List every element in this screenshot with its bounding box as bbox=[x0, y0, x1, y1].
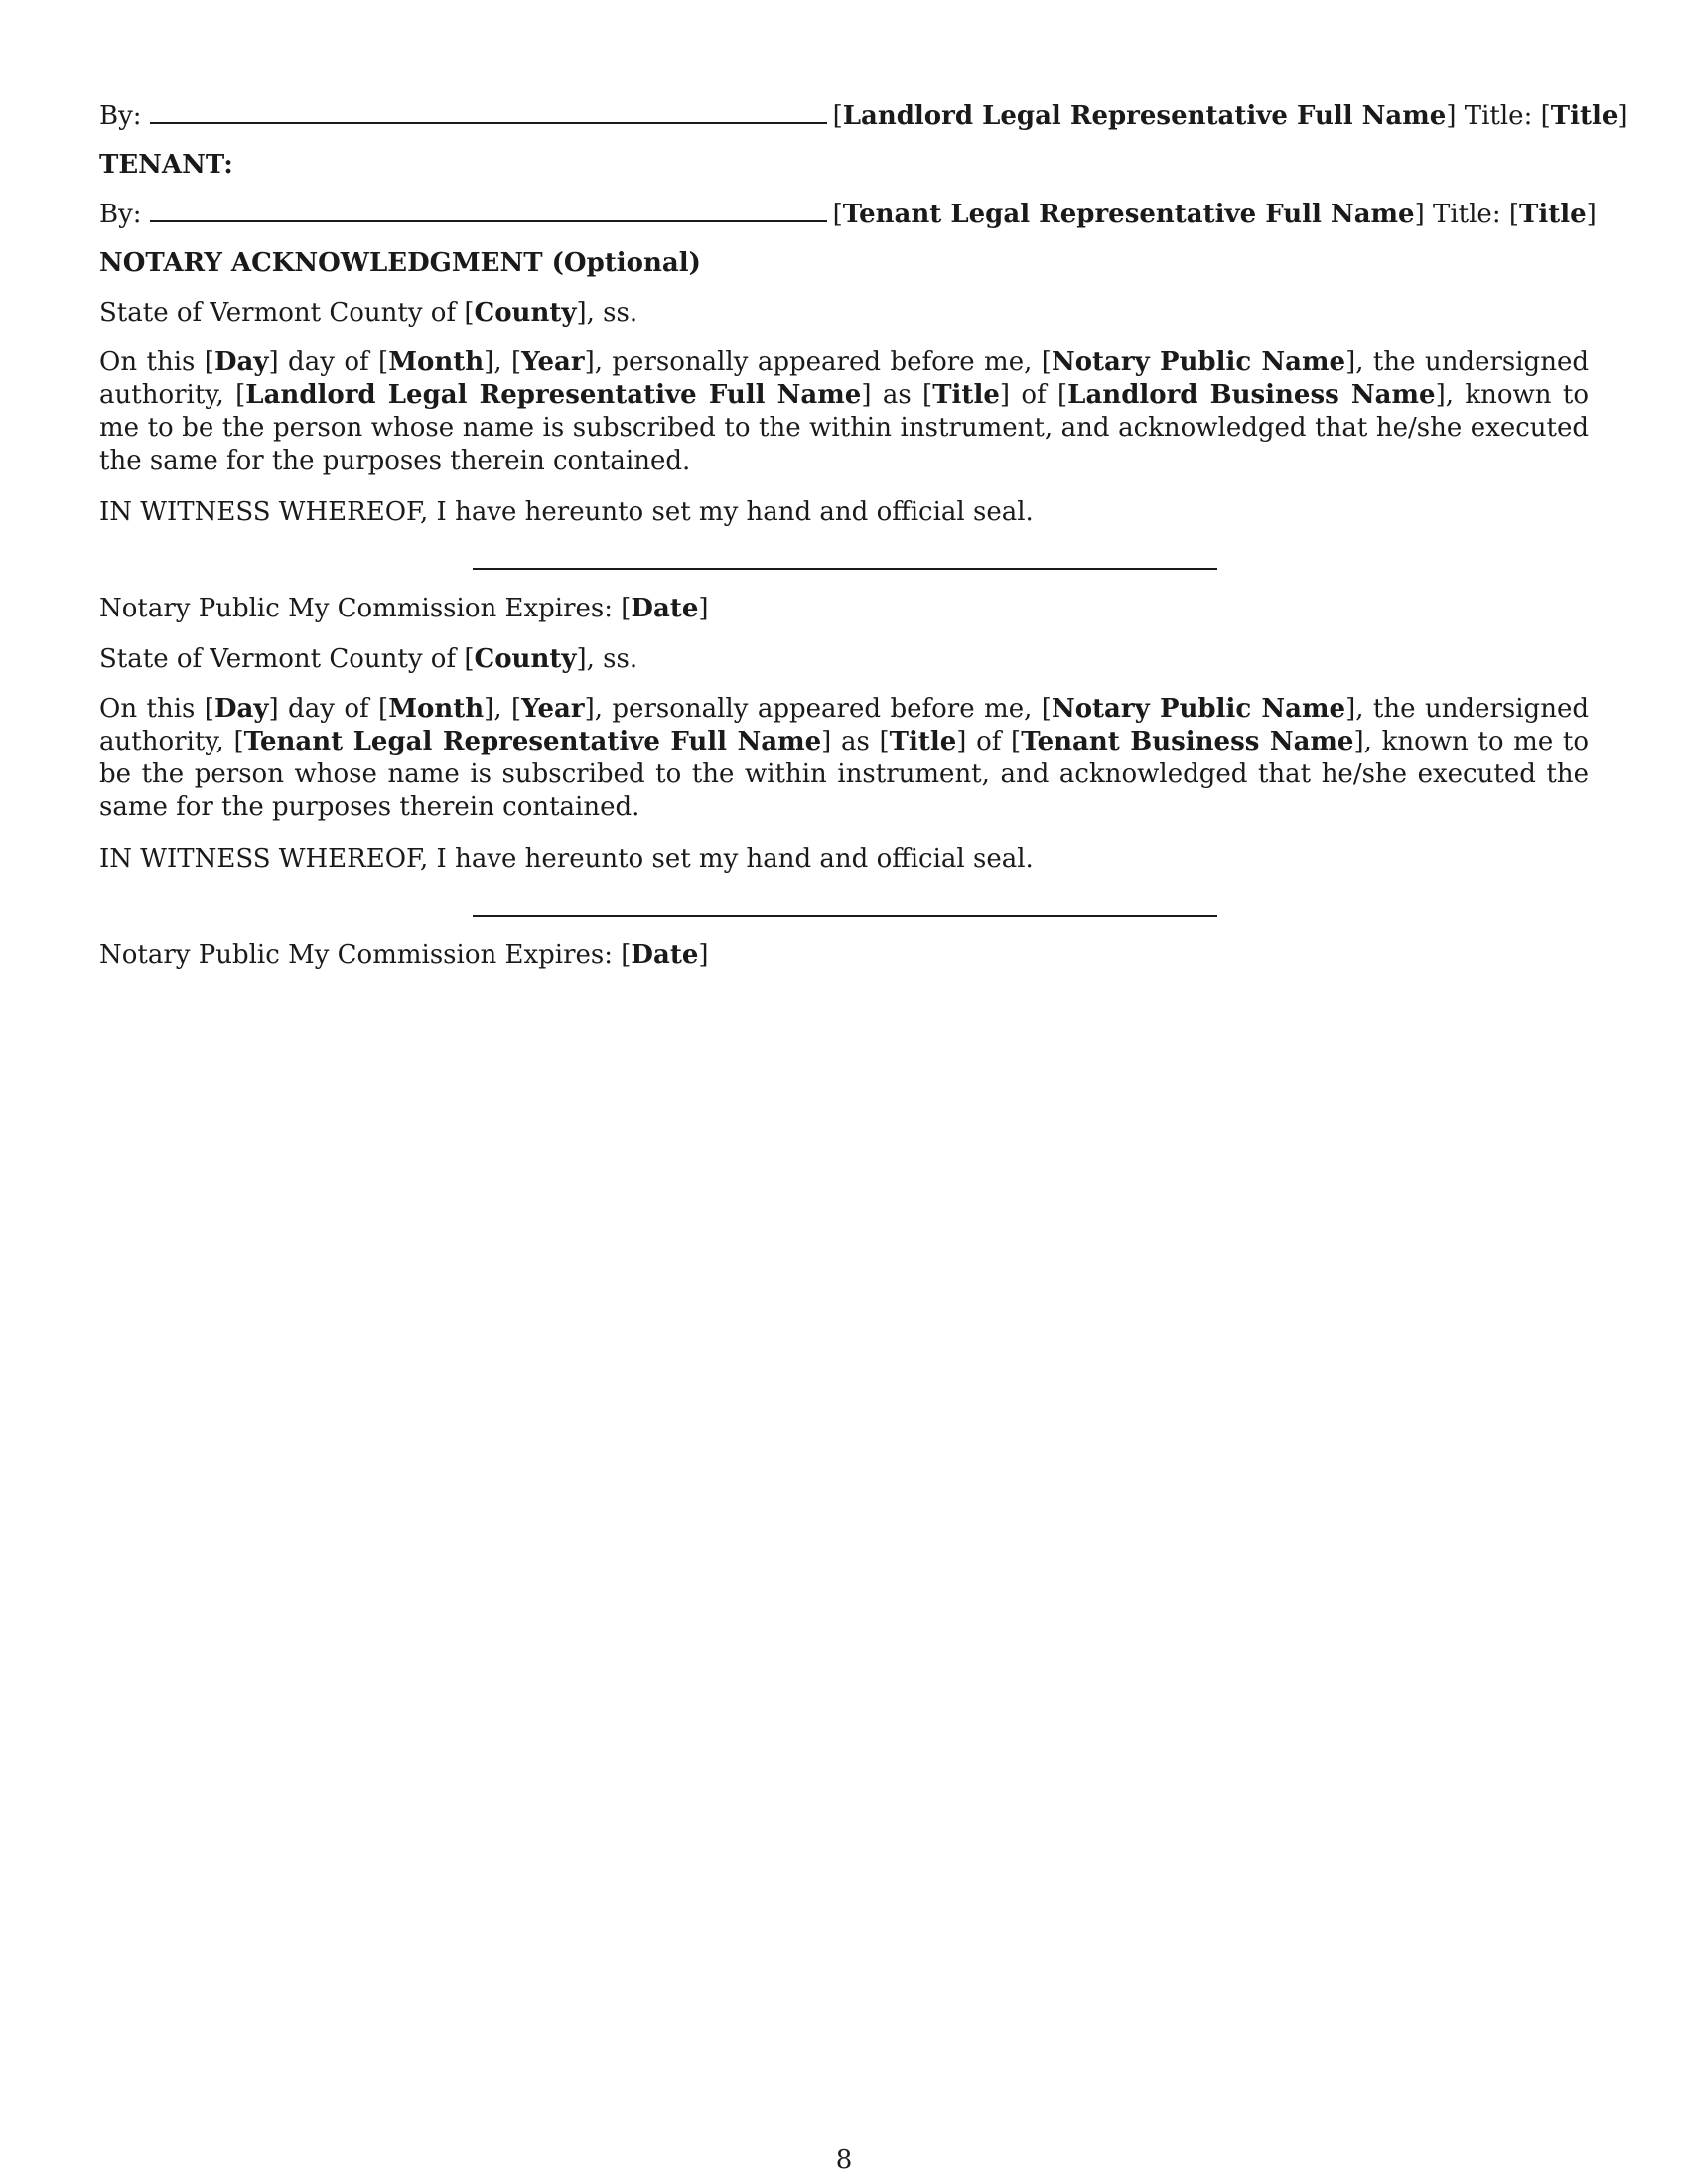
text: ] as [ bbox=[821, 727, 890, 756]
by-label: By: bbox=[99, 200, 142, 229]
text: ], personally appeared before me, [ bbox=[584, 347, 1052, 377]
tenant-heading: TENANT: bbox=[99, 150, 233, 180]
landlord-title-value: Title bbox=[1550, 101, 1618, 131]
bracket: [ bbox=[832, 200, 843, 229]
acknowledgment-paragraph bbox=[99, 693, 1589, 824]
state-county-line bbox=[99, 643, 637, 676]
text: ] of [ bbox=[999, 380, 1068, 410]
text: ], personally appeared before me, [ bbox=[584, 694, 1052, 724]
tenant-business-placeholder: Tenant Business Name bbox=[1021, 727, 1354, 756]
date-placeholder: Date bbox=[631, 940, 699, 970]
bracket: ] bbox=[698, 594, 709, 623]
notary-name-placeholder: Notary Public Name bbox=[1051, 347, 1346, 377]
witness-statement: IN WITNESS WHEREOF, I have hereunto set my hand and official seal. bbox=[99, 844, 1034, 874]
bracket: ] bbox=[1414, 200, 1425, 229]
commission-expires-label: Notary Public My Commission Expires: [ bbox=[99, 594, 632, 623]
day-placeholder: Day bbox=[213, 347, 269, 377]
landlord-business-placeholder: Landlord Business Name bbox=[1067, 380, 1436, 410]
text: ], known to me to be the person whose name is subscribed to the within instrument, and acknowledged that he/she executed the same for the purposes therein contained. bbox=[99, 727, 1589, 822]
county-placeholder: County bbox=[474, 644, 577, 674]
bracket: ] bbox=[1446, 101, 1457, 131]
tenant-signature-blank bbox=[150, 199, 827, 222]
month-placeholder: Month bbox=[388, 694, 485, 724]
tenant-representative-placeholder: Tenant Legal Representative Full Name bbox=[243, 727, 822, 756]
landlord-representative-name: Landlord Legal Representative Full Name bbox=[842, 101, 1447, 131]
landlord-signature-blank bbox=[150, 100, 827, 124]
text: ], [ bbox=[484, 694, 522, 724]
commission-expires-line bbox=[99, 593, 709, 625]
notary-heading: NOTARY ACKNOWLEDGMENT (Optional) bbox=[99, 248, 701, 278]
bracket: ] bbox=[1586, 200, 1597, 229]
tenant-signature-line bbox=[99, 199, 1597, 231]
state-county-prefix: State of Vermont County of [ bbox=[99, 644, 475, 674]
text: On this [ bbox=[99, 694, 214, 724]
state-county-suffix: ], ss. bbox=[576, 644, 638, 674]
date-placeholder: Date bbox=[631, 594, 699, 623]
text: ], known to me to be the person whose name is subscribed to the within instrument, and acknowledged that he/she executed the same for the purposes therein contained. bbox=[99, 380, 1589, 476]
state-county-suffix: ], ss. bbox=[576, 298, 638, 328]
bracket: ] bbox=[698, 940, 709, 970]
text: ], the undersigned authority, [ bbox=[99, 694, 1589, 756]
page-number: 8 bbox=[835, 2145, 853, 2175]
tenant-representative-name: Tenant Legal Representative Full Name bbox=[842, 200, 1415, 229]
bracket: ] bbox=[1618, 101, 1628, 131]
landlord-representative-placeholder: Landlord Legal Representative Full Name bbox=[245, 380, 862, 410]
state-county-line bbox=[99, 297, 637, 330]
title-label: Title: bbox=[1433, 200, 1501, 229]
bracket: [ bbox=[1508, 200, 1520, 229]
notary-signature-line bbox=[473, 568, 1217, 570]
tenant-title-value: Title bbox=[1519, 200, 1587, 229]
title-placeholder: Title bbox=[889, 727, 957, 756]
county-placeholder: County bbox=[474, 298, 577, 328]
year-placeholder: Year bbox=[521, 347, 585, 377]
text: ] of [ bbox=[956, 727, 1022, 756]
text: ] as [ bbox=[861, 380, 933, 410]
witness-statement: IN WITNESS WHEREOF, I have hereunto set my hand and official seal. bbox=[99, 497, 1034, 527]
document-page bbox=[99, 0, 1628, 2184]
text: ], the undersigned authority, [ bbox=[99, 347, 1589, 410]
text: ] day of [ bbox=[268, 694, 389, 724]
notary-name-placeholder: Notary Public Name bbox=[1051, 694, 1346, 724]
notary-signature-line bbox=[473, 915, 1217, 917]
acknowledgment-paragraph bbox=[99, 346, 1589, 478]
commission-expires-label: Notary Public My Commission Expires: [ bbox=[99, 940, 632, 970]
landlord-signature-line bbox=[99, 100, 1628, 133]
title-label: Title: bbox=[1464, 101, 1533, 131]
text: ] day of [ bbox=[268, 347, 389, 377]
text: On this [ bbox=[99, 347, 214, 377]
bracket: [ bbox=[832, 101, 843, 131]
state-county-prefix: State of Vermont County of [ bbox=[99, 298, 475, 328]
month-placeholder: Month bbox=[388, 347, 485, 377]
by-label: By: bbox=[99, 101, 142, 131]
bracket: [ bbox=[1540, 101, 1551, 131]
title-placeholder: Title bbox=[932, 380, 1000, 410]
day-placeholder: Day bbox=[213, 694, 269, 724]
text: ], [ bbox=[484, 347, 522, 377]
commission-expires-line bbox=[99, 939, 709, 972]
year-placeholder: Year bbox=[521, 694, 585, 724]
